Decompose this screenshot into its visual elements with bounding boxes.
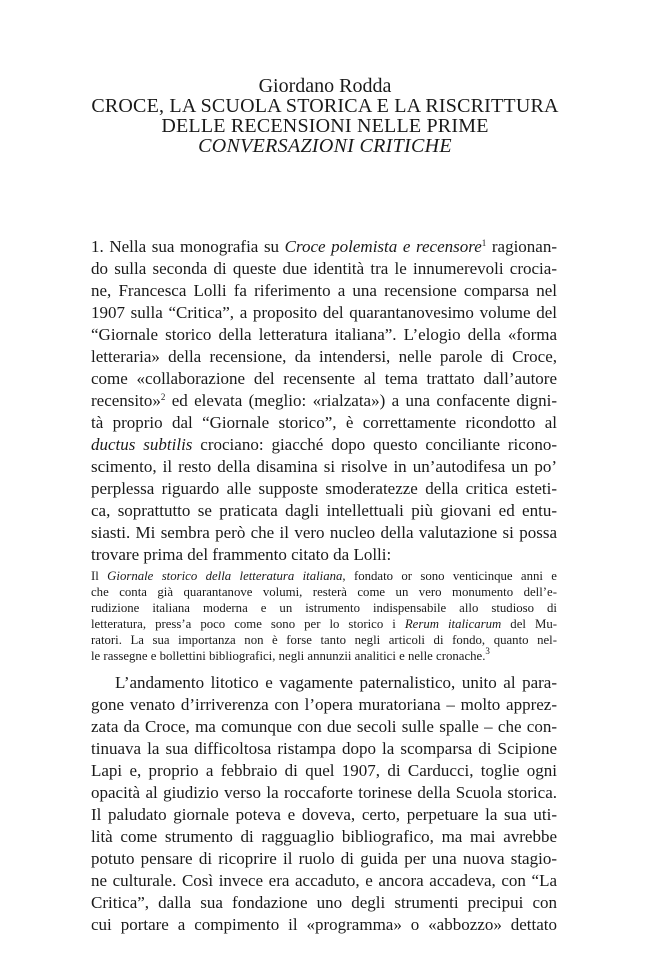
quote-line: ratori. La sua importanza non è forse tanto negli articoli di fondo, quanto nel-	[91, 633, 557, 647]
text-line: potuto pensare di ricoprire il ruolo di guida per una nuova stagio-	[91, 849, 557, 868]
title-line-2: DELLE RECENSIONI NELLE PRIME	[161, 115, 489, 137]
title-line-1: CROCE, LA SCUOLA STORICA E LA RISCRITTURA	[91, 95, 559, 117]
footnote-ref: 3	[485, 646, 490, 656]
text-line: do sulla seconda di queste due identità tra le innumerevoli crocia-	[91, 259, 557, 278]
text-line: come «collaborazione del recensente al tema trattato dall’autore	[91, 369, 557, 388]
article-header	[0, 76, 650, 156]
text-line: tà proprio dal “Giornale storico”, è correttamente ricondotto al	[91, 413, 557, 432]
text-line: ne, Francesca Lolli fa riferimento a una recensione comparsa nel	[91, 281, 557, 300]
text-line: ne culturale. Così invece era accaduto, e ancora accadeva, con “La	[91, 871, 557, 890]
text-line: 1907 sulla “Critica”, a proposito del quarantanovesimo volume del	[91, 303, 557, 322]
text-line: ductus subtilis crociano: giacché dopo questo conciliante ricono-	[91, 435, 557, 454]
quote-line: letteratura, press’a poco come sono per lo storico i Rerum italicarum del Mu-	[91, 617, 557, 631]
text-line: lità come strumento di ragguaglio bibliografico, ma mai avrebbe	[91, 827, 557, 846]
text-line: recensito»$^2$ ed elevata (meglio: «rialzata») a una confacente digni-	[91, 391, 557, 410]
text-line: tinuava la sua difficoltosa ristampa dopo la scomparsa di Scipione	[91, 739, 557, 758]
text-line: 1. Nella sua monografia su Croce polemista e recensore$^1$ ragionan-	[91, 237, 557, 256]
quote-line: Il Giornale storico della letteratura italiana, fondato or sono venticinque anni e	[91, 569, 557, 583]
footnote-ref: 1	[481, 238, 487, 248]
text-line: “Giornale storico della letteratura italiana”. L’elogio della «forma	[91, 325, 557, 344]
footnote-ref: 2	[160, 392, 166, 402]
text-line: L’andamento litotico e vagamente paternalistico, unito al para-	[115, 673, 557, 692]
text-line: gone venato d’irriverenza con l’opera muratoriana – molto apprez-	[91, 695, 557, 714]
text-line: ca, soprattutto se praticata dagli intellettuali più giovani ed entu-	[91, 501, 557, 520]
text-line: cui portare a compimento il «programma» o «abbozzo» dettato	[91, 915, 557, 934]
text-line: opacità al giudizio verso la roccaforte torinese della Scuola storica.	[91, 783, 557, 802]
text-line: Lapi e, proprio a febbraio di quel 1907, di Carducci, toglie ogni	[91, 761, 557, 780]
quote-line: che conta già quarantanove volumi, resterà come un vero monumento dell’e-	[91, 585, 557, 599]
text-line: trovare prima del frammento citato da Lolli:	[91, 545, 392, 564]
quote-line: rudizione italiana moderna e un istrumento indispensabile allo studioso di	[91, 601, 557, 615]
text-line: perplessa riguardo alle supposte smoderatezze della critica esteti-	[91, 479, 557, 498]
text-line: letteraria» della recensione, da intendersi, nelle parole di Croce,	[91, 347, 557, 366]
text-line: siasti. Mi sembra però che il vero nucleo della valutazione si possa	[91, 523, 557, 542]
quote-line: le rassegne e bollettini bibliografici, negli annunzii analitici e nelle cronache.$^3$	[91, 646, 490, 663]
text-line: zata da Croce, ma comunque con due secoli sulle spalle – che con-	[91, 717, 557, 736]
text-line: Critica”, dalla sua fondazione uno degli strumenti precipui con	[91, 893, 557, 912]
paragraph-2	[91, 672, 557, 936]
title-line-3: CONVERSAZIONI CRITICHE	[198, 135, 452, 157]
block-quote	[91, 568, 557, 664]
text-line: scimento, il resto della disamina si risolve in un’autodifesa un po’	[91, 457, 557, 476]
paragraph-1	[91, 236, 557, 566]
text-line: Il paludato giornale poteva e doveva, certo, perpetuare la sua uti-	[91, 805, 557, 824]
author-name: Giordano Rodda	[258, 75, 392, 97]
